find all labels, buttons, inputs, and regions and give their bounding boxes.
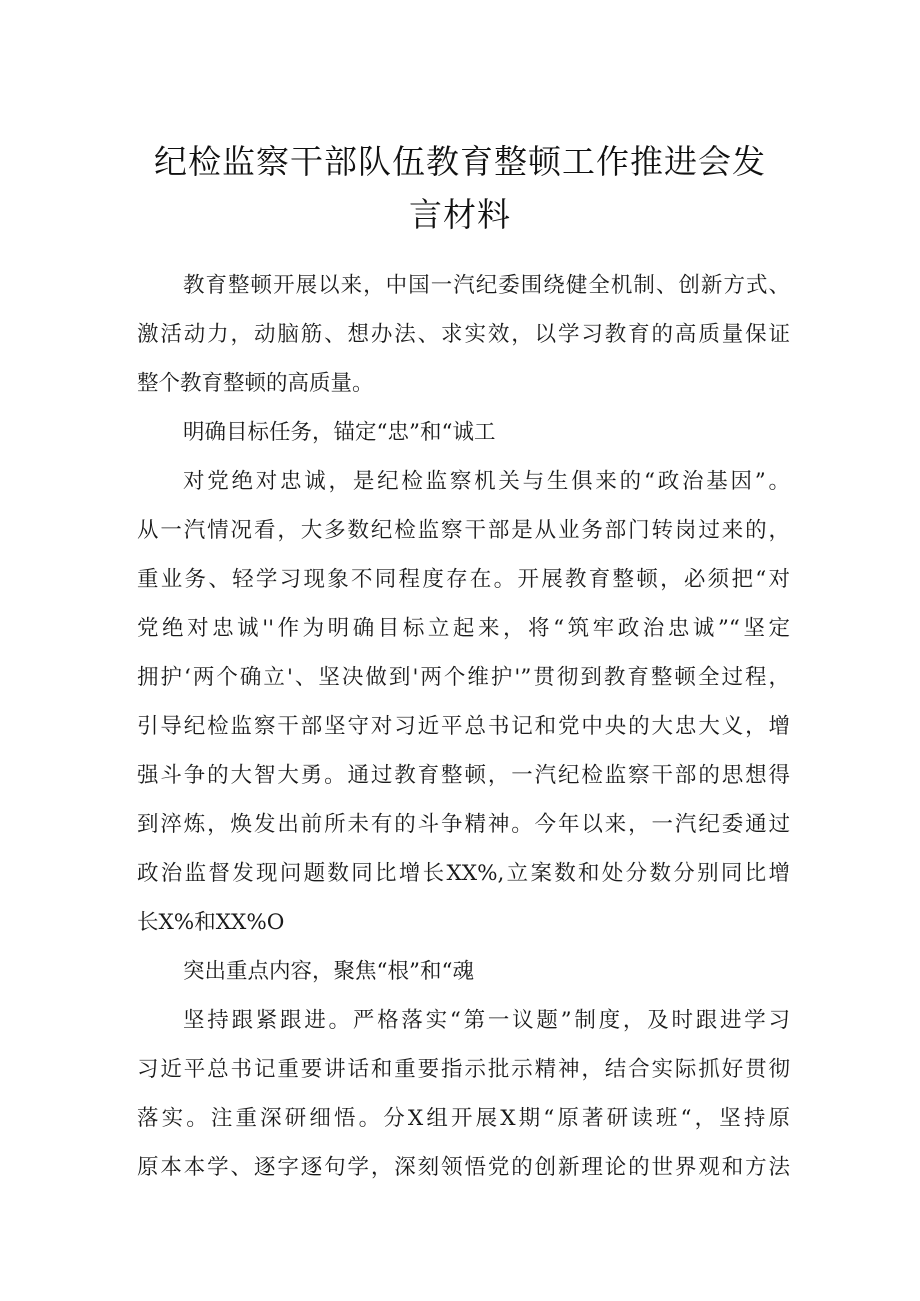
paragraph-line: 引导纪检监察干部坚守对习近平总书记和党中央的大忠大义，增 <box>137 714 790 739</box>
paragraph-line: 到淬炼，焕发出前所未有的斗争精神。今年以来，一汽纪委通过 <box>137 812 790 837</box>
paragraph-line: 激活动力，动脑筋、想办法、求实效，以学习教育的高质量保证 <box>137 322 790 347</box>
paragraph-line: 教育整顿开展以来，中国一汽纪委围绕健全机制、创新方式、 <box>183 273 790 298</box>
paragraph-line: 对党绝对忠诚，是纪检监察机关与生俱来的“政治基因”。 <box>183 469 790 494</box>
paragraph-line: 落实。注重深研细悟。分X组开展X期“原著研读班“，坚持原 <box>137 1106 790 1131</box>
paragraph-line: 坚持跟紧跟进。严格落实“第一议题”制度，及时跟进学习 <box>183 1008 790 1033</box>
section-heading: 突出重点内容，聚焦“根”和“魂 <box>183 959 474 984</box>
paragraph-line: 党绝对忠诚''作为明确目标立起来，将“筑牢政治忠诚”“坚定 <box>137 616 790 641</box>
paragraph-line: 拥护‘两个确立'、坚决做到'两个维护'”贯彻到教育整顿全过程， <box>137 665 790 690</box>
document-title-line-2: 言材料 <box>409 195 511 234</box>
paragraph-line: 重业务、轻学习现象不同程度存在。开展教育整顿，必须把“对 <box>137 567 790 592</box>
paragraph-line: 强斗争的大智大勇。通过教育整顿，一汽纪检监察干部的思想得 <box>137 763 790 788</box>
section-heading: 明确目标任务，锚定“忠”和“诚工 <box>183 420 496 445</box>
paragraph-line: 整个教育整顿的高质量。 <box>137 371 374 396</box>
paragraph-line: 长X%和XX%O <box>137 910 285 935</box>
paragraph-line: 政治监督发现问题数同比增长XX%,立案数和处分数分别同比增 <box>137 861 790 886</box>
paragraph-line: 原本本学、逐字逐句学，深刻领悟党的创新理论的世界观和方法 <box>137 1155 790 1180</box>
document-title-line-1: 纪检监察干部队伍教育整顿工作推进会发 <box>154 142 766 181</box>
paragraph-line: 从一汽情况看，大多数纪检监察干部是从业务部门转岗过来的， <box>137 518 790 543</box>
paragraph-line: 习近平总书记重要讲话和重要指示批示精神，结合实际抓好贯彻 <box>137 1057 790 1082</box>
